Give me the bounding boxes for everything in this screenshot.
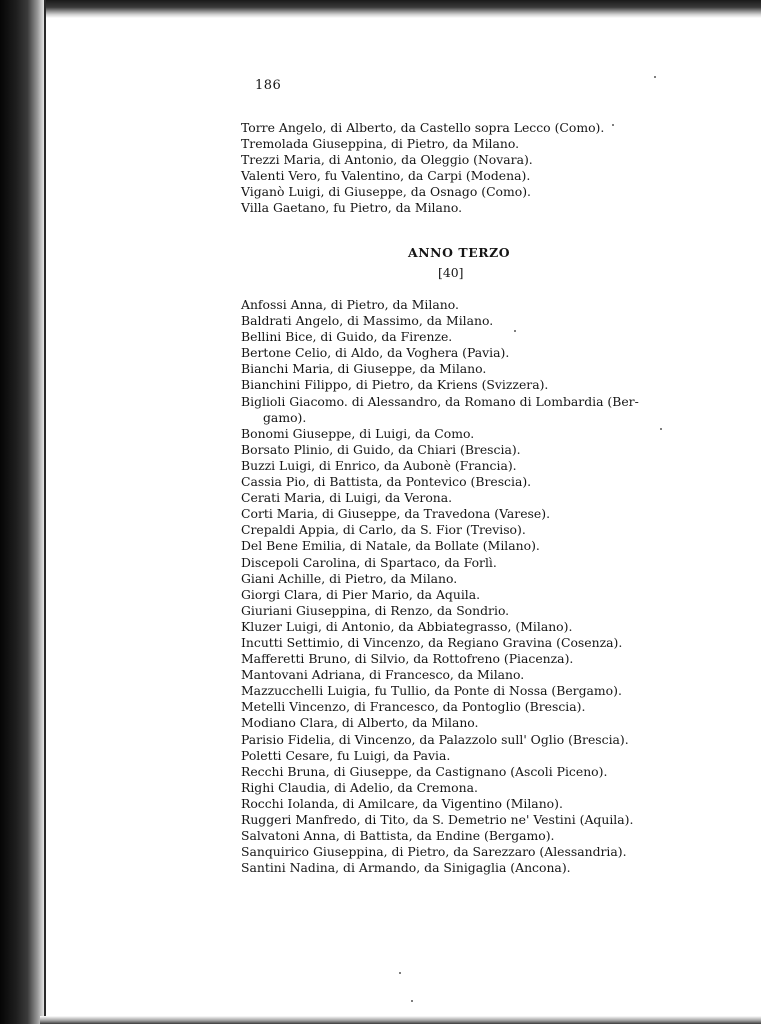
section-count: [40] (438, 265, 464, 280)
page-number: 186 (255, 78, 282, 93)
binding-edge-line (44, 0, 46, 1024)
list-item: Bonomi Giuseppe, di Luigi, da Como. (241, 425, 475, 441)
list-item: Righi Claudia, di Adelio, da Cremona. (241, 779, 478, 795)
list-item: Valenti Vero, fu Valentino, da Carpi (Modena). (241, 168, 531, 184)
list-item: Baldrati Angelo, di Massimo, da Milano. (241, 313, 494, 329)
scan-speck (411, 1000, 413, 1002)
book-binding-shadow (0, 0, 46, 1024)
list-item: Mantovani Adriana, di Francesco, da Milano. (241, 667, 525, 683)
scan-speck (514, 330, 516, 332)
list-item: Rocchi Iolanda, di Amilcare, da Vigentino (Milano). (241, 795, 563, 811)
scan-speck (654, 76, 656, 78)
list-item: Corti Maria, di Giuseppe, da Travedona (Varese). (241, 506, 551, 522)
list-item: Cassia Pio, di Battista, da Pontevico (Brescia). (241, 474, 532, 490)
list-item: Ruggeri Manfredo, di Tito, da S. Demetrio ne' Vestini (Aquila). (241, 812, 634, 827)
list-item: Tremolada Giuseppina, di Pietro, da Milano. (241, 136, 520, 152)
list-item: Bertone Celio, di Aldo, da Voghera (Pavia). (241, 345, 510, 361)
section-heading: ANNO TERZO (408, 245, 511, 260)
list-item: Bellini Bice, di Guido, da Firenze. (241, 329, 453, 345)
scan-bottom-edge (40, 1016, 761, 1024)
list-item: Torre Angelo, di Alberto, da Castello sopra Lecco (Como). (241, 120, 605, 135)
list-item: Giani Achille, di Pietro, da Milano. (241, 570, 458, 586)
list-item: Modiano Clara, di Alberto, da Milano. (241, 715, 479, 731)
scan-speck (612, 124, 614, 126)
list-item: Bianchi Maria, di Giuseppe, da Milano. (241, 361, 487, 377)
list-item: Parisio Fidelia, di Vincenzo, da Palazzolo sull' Oglio (Brescia). (241, 731, 629, 747)
list-item: Giorgi Clara, di Pier Mario, da Aquila. (241, 586, 481, 602)
list-item: Anfossi Anna, di Pietro, da Milano. (241, 297, 459, 312)
list-item: Del Bene Emilia, di Natale, da Bollate (Milano). (241, 538, 540, 554)
list-item-continuation: gamo). (263, 409, 307, 425)
list-item: Bianchini Filippo, di Pietro, da Kriens (Svizzera). (241, 377, 549, 393)
list-item: Villa Gaetano, fu Pietro, da Milano. (241, 200, 463, 216)
list-item: Mafferetti Bruno, di Silvio, da Rottofreno (Piacenza). (241, 651, 574, 667)
scan-speck (399, 972, 401, 974)
list-item: Poletti Cesare, fu Luigi, da Pavia. (241, 747, 451, 763)
list-item: Santini Nadina, di Armando, da Sinigaglia (Ancona). (241, 860, 571, 876)
scan-speck (660, 428, 662, 430)
list-item: Borsato Plinio, di Guido, da Chiari (Brescia). (241, 441, 521, 457)
student-list-third-year (241, 297, 681, 876)
list-item: Buzzi Luigi, di Enrico, da Aubonè (Francia). (241, 457, 517, 473)
list-item: Crepaldi Appia, di Carlo, da S. Fior (Treviso). (241, 522, 526, 538)
student-list-previous-year (241, 120, 681, 217)
list-item: Kluzer Luigi, di Antonio, da Abbiategrasso, (Milano). (241, 618, 573, 634)
list-item: Incutti Settimio, di Vincenzo, da Regiano Gravina (Cosenza). (241, 634, 623, 650)
list-item: Viganò Luigi, di Giuseppe, da Osnago (Como). (241, 184, 532, 200)
list-item: Recchi Bruna, di Giuseppe, da Castignano (Ascoli Piceno). (241, 763, 608, 779)
list-item: Salvatoni Anna, di Battista, da Endine (Bergamo). (241, 828, 555, 844)
list-item: Metelli Vincenzo, di Francesco, da Pontoglio (Brescia). (241, 699, 586, 715)
list-item: Mazzucchelli Luigia, fu Tullio, da Ponte di Nossa (Bergamo). (241, 683, 622, 699)
list-item: Cerati Maria, di Luigi, da Verona. (241, 490, 453, 506)
list-item: Giuriani Giuseppina, di Renzo, da Sondrio. (241, 602, 510, 618)
list-item: Trezzi Maria, di Antonio, da Oleggio (Novara). (241, 152, 533, 168)
list-item: Sanquirico Giuseppina, di Pietro, da Sarezzaro (Alessandria). (241, 844, 627, 860)
list-item: Biglioli Giacomo. di Alessandro, da Romano di Lombardia (Ber- (241, 393, 639, 409)
scan-top-edge (0, 0, 761, 18)
list-item: Discepoli Carolina, di Spartaco, da Forlì. (241, 554, 497, 570)
